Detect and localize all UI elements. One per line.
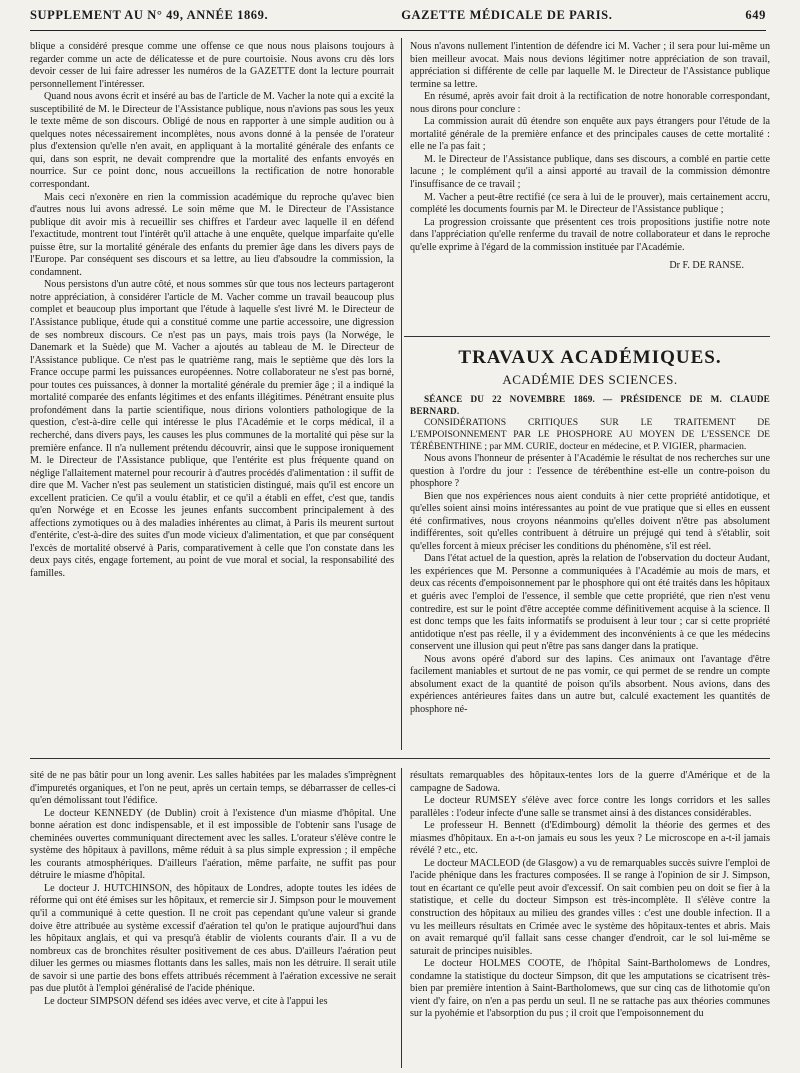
paragraph: Le docteur KENNEDY (de Dublin) croit à l'existence d'un miasme d'hôpital. Une bonne aération est donc indispensable, et il est impossible de l'obtenir sans l'usage de cheminées ouvertes communiquant directement avec les salles. L'orateur s'élève contre le système des hôpitaux à pavillons, même réduit à sa plus simple expression ; il empêche les courants atmosphériques. D'ailleurs l'aération, même parfaite, ne suffit pas pour détruire le miasme d'hôpital. (30, 807, 396, 882)
paragraph: Nous avons l'honneur de présenter à l'Académie le résultat de nos recherches sur une question à l'ordre du jour : l'essence de térébenthine est-elle un contre-poison du phosphore ? (410, 453, 770, 490)
paragraph: Nous persistons d'un autre côté, et nous sommes sûr que tous nos lecteurs partageront notre appréciation, à considérer l'article de M. Vacher comme un travail beaucoup plus complet et beaucoup plus important que l'étude à laquelle s'est livré M. le Directeur de l'Assistance publique, étude qui a constitué comme une partie accessoire, une digression de ses nombreux discours. Ce n'est pas un pays, mais trois pays (la Norwége, le Danemark et la Suède) que M. Vacher a ajoutés au tableau de M. le Directeur de l'Assistance publique. Ce n'est pas le quatrième rang, mais le septième que dès lors la France occupe parmi les puissances européennes. Notre collaborateur ne s'est pas borné, pour toutes ces puissances, à donner la mortalité générale du premier âge ; il a indiqué la mortalité comparée des enfants légitimes et des enfants illégitimes. Pénétrant ensuite plus profondément dans la partie scientifique, nous dirions volontiers pathologique de la question, c'est-à-dire celle qui intéresse le plus l'Académie et le corps médical, il a recherché, dans divers pays, les causes les plus communes de la mortalité qui pèse sur la première enfance. Il n'a nullement prétendu découvrir, ainsi que le suppose ironiquement M. le Directeur de l'Assistance publique, que l'entérite est plus fréquente quand on néglige l'allaitement maternel pour recourir à d'autres procédés d'alimentation : il suffit de dire que M. Vacher n'est pas seulement un statisticien distingué, mais qu'il est encore un excellent praticien. Ce qu'il a voulu établir, et ce qu'il a établi en effet, c'est que, tandis qu'en Norwége et en Ecosse les jeunes enfants succombent principalement à des affections zymotiques ou à des maladies inhérentes au climat, à Paris ils meurent surtout d'entérite, c'est-à-dire des suites d'un mode vicieux d'alimentation, et que par conséquent l'excès de mortalité observé à Paris, comparativement à celle que l'on constate dans les deux pays cités, engage fortement, au point de vue moral et social, la responsabilité des familles. (30, 279, 394, 579)
paragraph: Bien que nos expériences nous aient conduits à nier cette propriété antidotique, et qu'elles soient ainsi moins intéressantes au point de vue pratique que si elles en eussent été confirmatives, nous croyons néanmoins qu'elles doivent n'être pas absolument indifférentes, soit qu'elles contribuent à détruire un préjugé qui tend à s'établir, soit qu'elles forcent à mieux préciser les conditions du phénomène, s'il est réel. (410, 490, 770, 552)
column-academy-report (410, 347, 770, 747)
header-supplement: SUPPLEMENT AU N° 49, ANNÉE 1869. (30, 8, 269, 22)
column-bottom-right (410, 770, 770, 1070)
page-number: 649 (745, 8, 766, 22)
paragraph: Mais ceci n'exonère en rien la commission académique du reproche qu'avec bien d'autres nous lui avons adressé. Le soin même que M. le Directeur de l'Assistance publique dit avoir mis à recueillir ses chiffres et l'ardeur avec laquelle il en défend l'exactitude, montrent tout l'intérêt qu'il attache à une enquête, quelque imparfaite qu'elle puisse être, sur la mortalité générale des enfants du premier âge dans les divers pays de l'Europe. Par conséquent ses discours et sa lettre, au lieu d'absoudre la commission, la condamnent. (30, 191, 394, 278)
paragraph: Nous avons opéré d'abord sur des lapins. Ces animaux ont l'avantage d'être facilement maniables et surtout de ne pas vomir, ce qui permet de se rendre un compte absolument exact de la quantité de poison qu'ils absorbent. Nous avions, dans des expériences antérieures faites dans un autre but, calculé exactement les quantités de phosphore né- (410, 653, 770, 715)
paragraph: Le docteur RUMSEY s'élève avec force contre les longs corridors et les salles parallèles : l'odeur infecte d'une salle se transmet ainsi à des distances considérables. (410, 795, 770, 819)
author-signature: Dr F. DE RANSE. (669, 260, 744, 272)
session-line: SÉANCE DU 22 NOVEMBRE 1869. — PRÉSIDENCE DE M. CLAUDE BERNARD. (410, 394, 770, 416)
paragraph: M. Vacher a peut-être rectifié (ce sera à lui de le prouver), mais certainement accru, complété les documents fournis par M. le Directeur de l'Assistance publique ; (410, 191, 770, 216)
column-top-right-letter (410, 41, 770, 303)
paragraph: Le docteur HOLMES COOTE, de l'hôpital Saint-Bartholomews de Londres, condamne la statistique du docteur Simpson, dit que les amputations se cicatrisent très-bien par première intention à Saint-Bartholomews, que sur cinq cas de lithotomie qu'on vient d'y faire, on n'en a pas perdu un seul. Il ne se rattache pas aux théories communes sur la pyohémie et l'absorption du pus ; il croit que l'empoisonnement du (410, 958, 770, 1020)
paragraph: Dans l'état actuel de la question, après la relation de l'observation du docteur Audant, les expériences que M. Personne a communiquées à l'Académie au mois de mars, et deux cas récents d'empoisonnement par le phosphore qui ont été traités dans les hôpitaux et guéris avec l'emploi de l'essence, il semble que cette propriété, que rien n'est venu contredire, est sur le point d'être acceptée comme définitivement acquise à la science. Il est donc temps que les faits informatifs se produisent à leur tour ; car si cette propriété antidotique n'est pas réelle, il y a évidemment des inconvénients à ce que les médecins conservent une illusion qui peut n'être pas sans danger dans la pratique. (410, 553, 770, 653)
paragraph: La commission aurait dû étendre son enquête aux pays étrangers pour l'étude de la mortalité générale de la première enfance et des principales causes de cette mortalité : elle ne l'a pas fait ; (410, 116, 770, 153)
report-title: CONSIDÉRATIONS CRITIQUES SUR LE TRAITEMENT DE L'EMPOISONNEMENT PAR LE PHOSPHORE AU MOYEN DE L'ESSENCE DE TÉRÉBENTHINE ; par MM. CURIE, docteur en médecine, et P. VIGIER, pharmacien. (410, 417, 770, 452)
paragraph: La progression croissante que présentent ces trois propositions justifie notre note dans l'appréciation qu'elle renferme du travail de notre collaborateur et dans le reproche qu'elle exprime à l'égard de la commission instituée par l'Académie. (410, 216, 770, 253)
column-divider-bottom (401, 768, 402, 1068)
column-divider-top (401, 38, 402, 750)
paragraph: résultats remarquables des hôpitaux-tentes lors de la guerre d'Amérique et de la campagne de Sadowa. (410, 770, 770, 794)
paragraph: Nous n'avons nullement l'intention de défendre ici M. Vacher ; il sera pour lui-même un bien meilleur avocat. Mais nous devions légitimer notre appréciation de son travail, appréciation si différente de celle par laquelle M. le Directeur de l'Assistance publique termine sa lettre. (410, 41, 770, 90)
header-journal-title: GAZETTE MÉDICALE DE PARIS. (401, 8, 613, 22)
section-divider (404, 336, 770, 337)
running-header (30, 8, 766, 26)
paragraph: sité de ne pas bâtir pour un long avenir. Les salles habitées par les malades s'imprègnent d'impuretés organiques, et l'on ne peut, après un certain temps, se débarrasser de celles-ci qu'en démolissant tout l'édifice. (30, 770, 396, 807)
paragraph: Le docteur MACLEOD (de Glasgow) a vu de remarquables succès suivre l'emploi de l'acide phénique dans les fractures composées. Il se range à l'opinion de sir J. Simpson, tout en écartant ce qu'elle peut avoir d'excessif. On sait combien peu on doit se fier à la statistique, et celle du docteur Simpson est très-incomplète. Il s'élève contre la construction des hôpitaux au milieu des grandes villes : c'est une double infection. Il a vu les meilleurs résultats en Crimée avec le système des hôpitaux-tentes et abris. Mais on avait remarqué qu'il fallait sans cesse changer d'endroit, car le sol lui-même se saturait de principes nuisibles. (410, 857, 770, 957)
section-title: TRAVAUX ACADÉMIQUES. (458, 347, 722, 368)
paragraph: blique a considéré presque comme une offense ce que nous nous plaisons toujours à regarder comme un acte de délicatesse et de pure courtoisie. Nous avons cru dès lors devoir cesser de lui faire adresser les numéros de la GAZETTE dont la lecture pourrait personnellement l'intéresser. (30, 41, 394, 90)
paragraph: En résumé, après avoir fait droit à la rectification de notre honorable correspondant, nous dirons pour conclure : (410, 91, 770, 115)
section-subtitle: ACADÉMIE DES SCIENCES. (502, 372, 678, 387)
header-rule (30, 30, 766, 31)
column-top-left (30, 41, 394, 746)
column-bottom-left (30, 770, 396, 1070)
paragraph: Quand nous avons écrit et inséré au bas de l'article de M. Vacher la note qui a excité la susceptibilité de M. le Directeur de l'Assistance publique, nous n'avions pas sous les yeux le texte même de son discours. Obligé de nous en rapporter à une simple audition ou à quelques notes nécessairement incomplètes, nous avons donné à la pensée de l'orateur plus d'extension qu'elle n'en avait, en appliquant à la mortalité générale des enfants ce qui, dans son esprit, ne devait comprendre que la mortalité des enfants envoyés en nourrice. Sur ce point donc, nous accueillons la rectification de notre honorable correspondant. (30, 91, 394, 191)
paragraph: Le professeur H. Bennett (d'Edimbourg) démolit la théorie des germes et des miasmes d'hôpitaux. En a-t-on jamais eu sous les yeux ? Le microscope en a-t-il jamais révélé ? etc., etc. (410, 820, 770, 857)
paragraph: M. le Directeur de l'Assistance publique, dans ses discours, a comblé en partie cette lacune ; le complément qu'il a ainsi apporté au travail de la commission démontre l'insuffisance de ce travail ; (410, 153, 770, 191)
paragraph: Le docteur SIMPSON défend ses idées avec verve, et cite à l'appui les (44, 995, 328, 1007)
page-section-rule (30, 758, 770, 759)
paragraph: Le docteur J. HUTCHINSON, des hôpitaux de Londres, adopte toutes les idées de réforme qui ont été émises sur les hôpitaux, et remercie sir J. Simpson pour le mouvement qu'il a communiqué à cette question. Il ne croit pas cependant qu'une valeur si grande doive être attribuée au système excessif d'aération tel qu'on le pratique aujourd'hui dans les hôpitaux anglais, et qui va presqu'à établir de violents courants d'air. Il a vu de nombreux cas de bronchites résulter positivement de ces abus. D'ailleurs l'aération peut diluer les germes ou miasmes flottants dans les salles, mais non les détruire. Il serait utile de savoir si une partie des bons effets attribués récemment à l'aération excessive ne serait pas due plutôt à l'emploi généralisé de l'acide phénique. (30, 882, 396, 995)
